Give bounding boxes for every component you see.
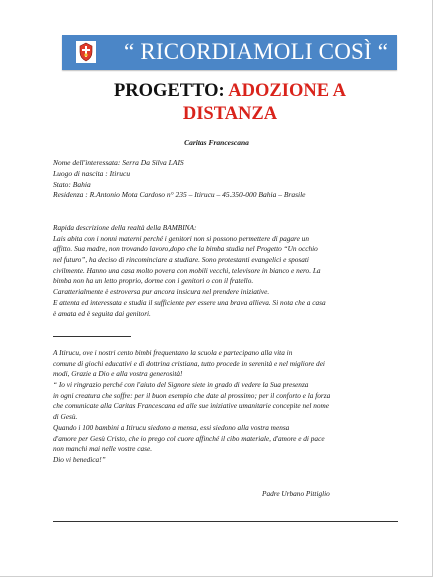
bottom-divider (53, 521, 398, 522)
letter-line: non manchi mai nelle vostre case. (53, 444, 153, 454)
description-line: nel futuro”, ha deciso di rincominciare a studiare. Sono protestanti evangelici e sposati (53, 255, 309, 265)
headline-project-name: ADOZIONE A (228, 81, 346, 101)
headline-label: PROGETTO: (114, 81, 225, 101)
letter-line: “ Io vi ringrazio perché con l'aiuto del Signore siete in grado di vedere la Sua presenza (53, 380, 309, 390)
project-headline (90, 80, 370, 126)
info-line-state: Stato: Bahia (53, 179, 91, 189)
thank-you-letter (53, 348, 398, 466)
info-line-birthplace: Luogo di nascita : Itirucu (53, 168, 131, 178)
letter-line: Quando i 100 bambini a Itirucu siedono a mensa, essi siedono alla vostra mensa (53, 422, 290, 432)
description-line: bimba non ha un letto proprio, dorme con i genitori o con il fratello. (53, 276, 254, 286)
banner-title: “ RICORDIAMOLI COSÌ “ (124, 39, 389, 64)
description-line: è amata ed è seguita dai genitori. (53, 308, 151, 318)
letter-line: d'amore per Gesù Cristo, che io prego col cuore affinché il cibo materiale, d'amore e di pace (53, 433, 325, 443)
title-banner (62, 35, 397, 70)
organization-subtitle: Caritas Francescana (184, 138, 249, 147)
letter-line: che comunicate alla Caritas Francescana ed alle sue iniziative umanitarie concepite nel nome (53, 401, 329, 411)
letter-line: A Itirucu, ove i nostri cento bimbi frequentano la scuola e partecipano alla vita in (53, 348, 293, 357)
letter-line: modi, Grazie a Dio e alla vostra generosità! (53, 369, 183, 379)
letter-line: di Gesù. (53, 412, 78, 422)
letter-line: Dio vi benedica!” (53, 454, 106, 464)
child-info (53, 158, 413, 201)
franciscan-emblem-icon (76, 41, 96, 63)
description-line: Caratterialmente è estroversa pur ancora insicura nel prendere iniziative. (53, 287, 270, 297)
letter-line: comune di giochi educativi e di dottrina cristiana, tutto procede in serenità e nel migliore dei (53, 358, 325, 368)
child-description (53, 223, 398, 319)
info-line-name: Nome dell'interessata: Serra Da Silva LAIS (53, 158, 184, 167)
description-line: Lais abita con i nonni materni perché i genitori non si possono permettere di pagare un (53, 233, 309, 243)
description-line: E attenta ed interessata e studia il sufficiente per essere una brava allieva. Si nota che a casa (53, 297, 326, 307)
info-line-residence: Residenza : R.Antonio Mota Cardoso n° 235 – Itirucu – 45.350-000 Bahia – Brasile (53, 190, 306, 200)
letter-line: in ogni creatura che soffre: per il buon esempio che date al prossimo; per il conforto e la forza (53, 390, 331, 400)
section-divider (53, 336, 131, 337)
signature: Padre Urbano Pittiglio (262, 489, 330, 498)
description-line: Rapida descrizione della realtà della BAMBINA: (53, 223, 197, 232)
headline-project-name-cont: DISTANZA (182, 104, 278, 124)
description-line: affitto. Sua madre, non trovando lavoro,dopo che la bimba studia nel Progetto “Un occhio (53, 244, 318, 254)
description-line: civilmente. Hanno una casa molto povera con mobili vecchi, televisore in bianco e nero. La (53, 265, 321, 275)
